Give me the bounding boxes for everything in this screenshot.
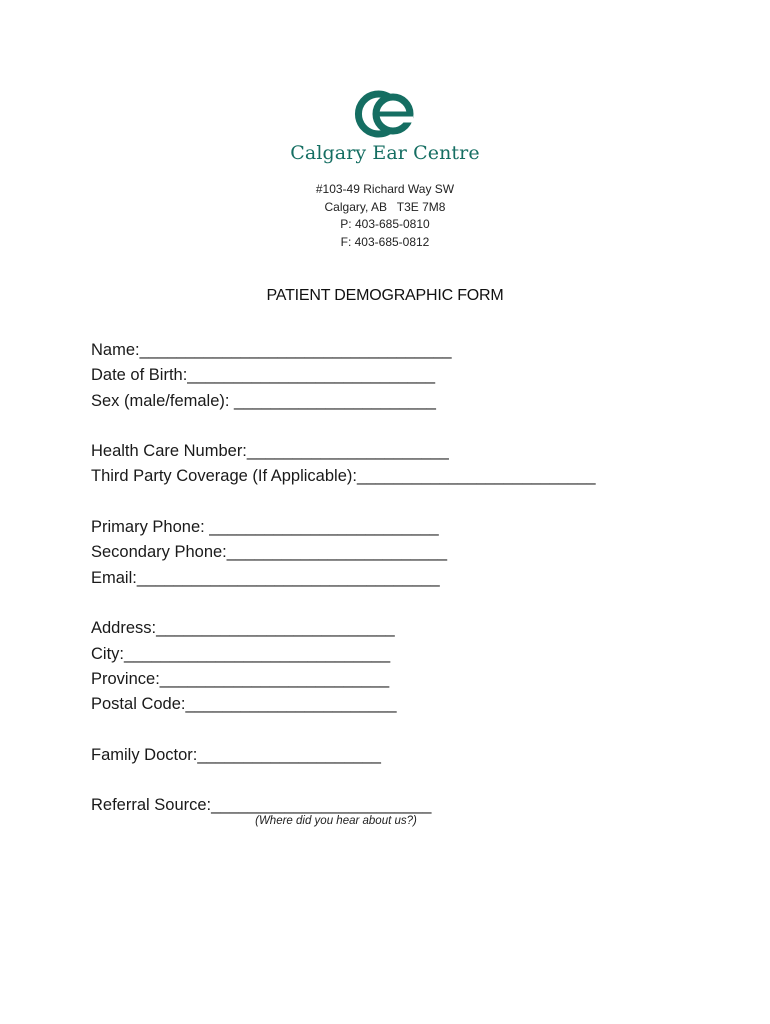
address-street: #103-49 Richard Way SW (315, 182, 455, 196)
name-field[interactable]: Name:__________________________________ (91, 341, 452, 359)
clinic-name: Calgary Ear Centre (290, 142, 480, 164)
sex-field[interactable]: Sex (male/female): ______________________ (91, 391, 436, 410)
email-field[interactable]: Email:_________________________________ (91, 568, 440, 587)
section-spacer (91, 717, 751, 742)
section-spacer (91, 414, 751, 439)
postal-code-field[interactable]: Postal Code:_______________________ (91, 695, 397, 714)
primary-phone-field[interactable]: Primary Phone: _________________________ (91, 518, 439, 537)
section-spacer (91, 768, 751, 793)
address-field[interactable]: Address:__________________________ (91, 619, 395, 638)
clinic-address-block (0, 181, 770, 251)
section-spacer (91, 591, 751, 616)
secondary-phone-field[interactable]: Secondary Phone:________________________ (91, 543, 447, 562)
health-care-number-field[interactable]: Health Care Number:______________________ (91, 442, 449, 461)
address-city: Calgary, AB T3E 7M8 (324, 199, 446, 214)
third-party-coverage-field[interactable]: Third Party Coverage (If Applicable):__________________________ (91, 467, 596, 486)
form-fields (91, 338, 751, 819)
form-title: PATIENT DEMOGRAPHIC FORM (266, 287, 504, 304)
referral-hint: (Where did you hear about us?) (255, 815, 417, 827)
family-doctor-field[interactable]: Family Doctor:____________________ (91, 745, 381, 764)
phone-number: P: 403-685-0810 (340, 217, 430, 231)
province-field[interactable]: Province:_________________________ (91, 669, 390, 688)
calgary-ear-centre-logo-icon (353, 88, 417, 140)
referral-source-field[interactable]: Referral Source:________________________ (91, 796, 432, 815)
city-field[interactable]: City:_____________________________ (91, 644, 391, 663)
fax-number: F: 403-685-0812 (340, 234, 430, 249)
section-spacer (91, 490, 751, 515)
date-of-birth-field[interactable]: Date of Birth:___________________________ (91, 366, 436, 385)
clinic-logo (0, 88, 770, 164)
